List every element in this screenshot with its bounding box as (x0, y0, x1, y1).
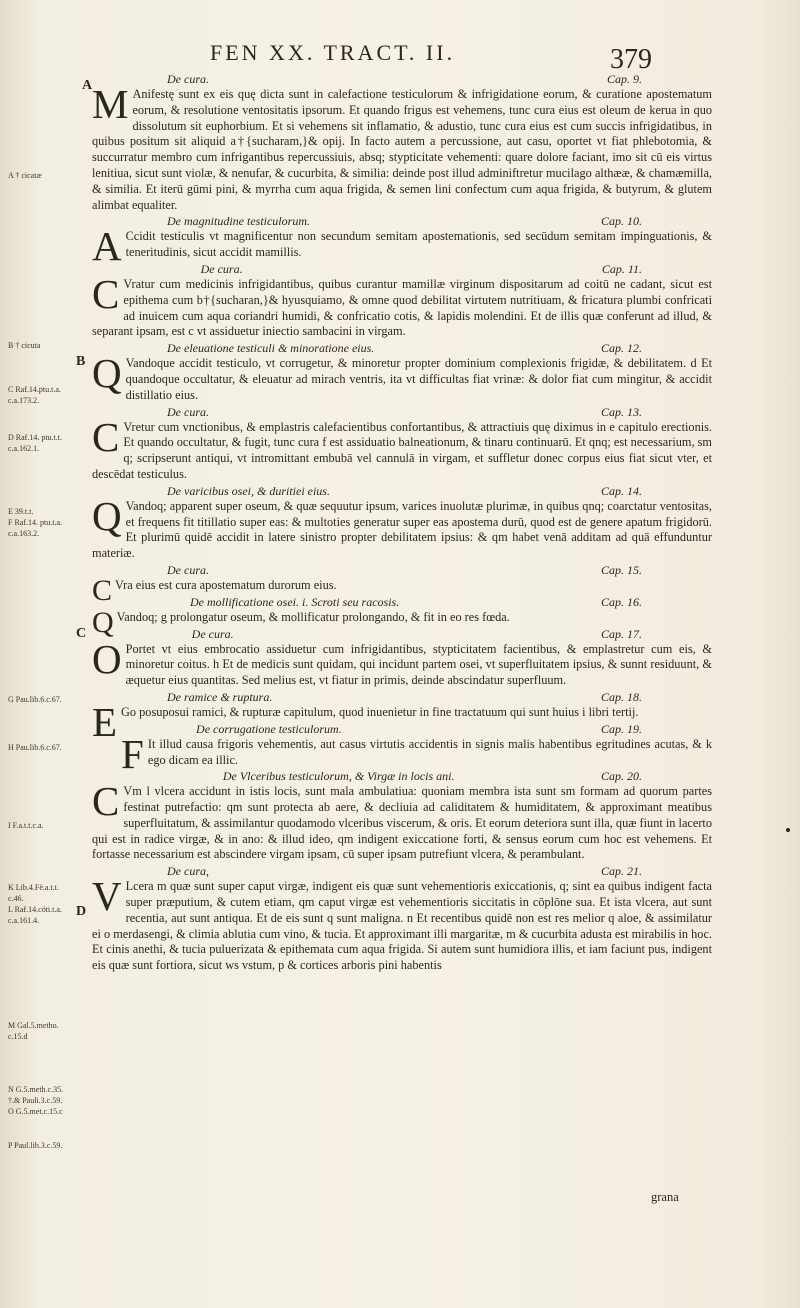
chapter-title: De cura. (200, 261, 243, 276)
drop-initial: O (92, 635, 122, 682)
chapter-number: Cap. 13. (600, 404, 642, 419)
chapter-paragraph (92, 873, 712, 974)
chapter-paragraph (92, 413, 712, 483)
drop-initial: C (92, 573, 113, 607)
chapter-heading (92, 341, 712, 356)
chapter-heading (126, 262, 712, 277)
section-marker-c: C (76, 626, 87, 641)
chapter-number: Cap. 14. (600, 483, 642, 498)
chapter-heading (115, 595, 712, 610)
drop-initial: C (92, 270, 120, 317)
drop-initial: C (92, 413, 120, 460)
chapter-number: Cap. 9. (606, 72, 642, 86)
margin-note: C Raf.14.ptu.t.a. c.a.173.2. (8, 385, 61, 405)
margin-note: I F.a.t.t.c.a. (8, 821, 44, 830)
chapter-paragraph (92, 778, 712, 863)
chapter-heading (121, 722, 712, 737)
chapter-number: Cap. 16. (600, 594, 642, 609)
paragraph-text: It illud causa frigoris vehementis, aut casus virtutis accidentis in signis malis habentibus egritudines acutas, & k ego dicam ea illic. (147, 736, 712, 767)
chapter-title: De cura. (167, 404, 209, 419)
paragraph-text: Anifestę sunt ex eis quę dicta sunt in calefactione testiculorum & infrigidatione eorum, & curatione apostematum eorum, & resolutione ventositatis ipsorum. Et quando frigus est vehemens, tunc cura eius est oleum de kerua in quo dissolutum sit euphorbium. Et si vehemens sit inflamatio, & adustio, tunc cura eius est cum succis infrigidatibus, in quibus positum sit aliquid a†{sucharam,}& opij. In facto autem a percussione, aut casu, oportet vt fiat phlebotomia, & succurratur membro cum infrigantibus repercussiuis, absq; stypticitate vehementi: quare dolore faciant, imo sit cū eis virtus lenitiua, sicut sunt violæ, & nenufar, & cucurbita, & similia: deinde post illud adminiftretur mucilago althææ, & chamæmilla, & similia. Et iterū gūmi pini, & myrrha cum aqua frigida, & semen lini confectum cum aqua frigida, & butyrum, & glutem alimbat equaliter. (92, 87, 712, 212)
paragraph-text: Vandoq; apparent super oseum, & quæ sequutur ipsum, varices inuolutæ plurimæ, in quibus qnq; coarctatur ventositas, et frequens fit titillatio super eas: & multoties generatur super eas apostema durū, quod est de genere apatum frigidorū. Et plurimū quidē accidit in latere sinistro propter debilitatem ipsius: & qm habet venā additam ad quā effunduntur materiæ. (92, 498, 712, 561)
margin-note: K Lib.4.Fë.a.t.t. c.46. L Raf.14.cöti.t.a. c.a.161.4. (8, 883, 62, 925)
chapter-paragraph (92, 81, 712, 213)
chapter-heading (92, 484, 712, 499)
margin-note: N G.5.meth.c.35. †.& Pauli.3.c.59. O G.5.met.c.15.c (8, 1085, 64, 1116)
paragraph-text: Vratur cum medicinis infrigidantibus, quibus curantur mamillæ virginum dispositarum ad coitū ne cadant, sicut est epithema cum b†{sucharan,}& hyusquiamo, & omne quod debilitat virtutem nutritiuam, & fricatura plumbi confricati ad inuicem cum aqua coriandri humidi, & confricatio cotis, & lapidis molendini. Et de illis quæ conferunt ad illud, & separant ipsam, est c vt assiduetur iniectio sambacini in virgam. (92, 276, 712, 339)
paragraph-text: Vandoq; g prolongatur oseum, & mollificatur prolongando, & fit in eo res fœda. (116, 609, 510, 624)
chapter-title: De cura. (167, 562, 209, 577)
drop-initial: V (92, 873, 122, 920)
chapter-title: De ramice & ruptura. (167, 689, 273, 704)
main-text-column (92, 72, 712, 975)
chapter-title: De varicibus osei, & duritiei eius. (167, 483, 330, 498)
chapter-paragraph (92, 635, 712, 689)
chapter-title: De cura. (167, 72, 209, 86)
chapter-number: Cap. 21. (600, 864, 642, 879)
margin-note: A † cicatæ (8, 171, 42, 180)
chapter-number: Cap. 19. (600, 721, 642, 736)
drop-initial: F (121, 730, 144, 777)
chapter-number: Cap. 10. (600, 214, 642, 229)
drop-initial: A (92, 223, 122, 270)
paragraph-text: Vretur cum vnctionibus, & emplastris calefacientibus confortantibus, & attractiuis quę diximus in e capitulo erectionis. Et quando occultatur, & fugit, tunc cura f est assiduatio balneationum, & tinaru continuarū. Et qnq; est necessarium, sm q; scripserunt antiqui, vt intromittant embubā vel cannulā in virgam, et suffletur donec corpus eius fiat sicut vter, et descēdat testiculus. (92, 419, 712, 481)
chapter-heading (92, 690, 712, 705)
chapter-heading (92, 563, 712, 578)
margin-note: P Paul.lib.3.c.59. (8, 1141, 63, 1150)
paragraph-text: Vm l vlcera accidunt in istis locis, sunt mala ambulatiua: quoniam membra ista sunt sm formam ad quorum partes festinat putrefactio: qm sunt protecta ab aere, & decliuia ad caliditatem & humiditatem, & approximant meatibus superfluitatum, & assimilantur quodamodo vlceribus viscerum, & oris. Et eorum deteriora sunt illa, quæ fiunt in lacerto qui est in radice virgæ, & in ano: & illud ideo, qm indigent exiccatione forti, & sensus eorum cum hoc est vehemens. Et fortasse necessarium est abscindere virgam ipsam, cū super ipsam putrefiunt vlcera, & perambulant. (92, 784, 712, 862)
chapter-title: De mollificatione osei. i. Scroti seu racosis. (190, 594, 400, 609)
chapter-paragraph (92, 350, 712, 403)
margin-note: H Pau.lib.6.c.67. (8, 743, 62, 752)
margin-note: E 39.t.t. F Raf.14. ptu.t.a. c.a.163.2. (8, 507, 62, 538)
chapter-heading (92, 405, 712, 420)
chapter-heading (117, 627, 712, 642)
chapter-number: Cap. 15. (600, 562, 642, 577)
chapter-title: De cura, (167, 864, 209, 879)
drop-initial: C (92, 778, 120, 825)
chapter-number: Cap. 12. (600, 341, 642, 356)
chapter-heading (148, 769, 712, 784)
drop-initial: E (92, 698, 118, 745)
margin-note: D Raf.14. ptu.t.t. c.a.162.1. (8, 433, 62, 453)
chapter-number: Cap. 17. (600, 626, 642, 641)
chapter-number: Cap. 18. (600, 689, 642, 704)
margin-note: G Pau.lib.6.c.67. (8, 695, 62, 704)
chapter-title: De Vlceribus testiculorum, & Virgæ in locis ani. (222, 769, 455, 784)
chapter-heading (92, 72, 712, 87)
catchword: grana (651, 1190, 679, 1204)
paragraph-text: Vandoque accidit testiculo, vt corrugetur, & minoretur propter dominium complexionis frigidæ, & debilitatem. d Et quandoque occultatur, & eleuatur ad mirach ventris, ita vt difficultas fiat vrinæ: & dolor fiat cum mingitur, & accidit distillatio eius. (125, 356, 712, 402)
section-marker-b: B (76, 354, 86, 369)
drop-initial: M (92, 81, 129, 127)
paragraph-text: Ccidit testiculis vt magnificentur non secundum semitam apostemationis, sed secūdum semitam impinguationis, & teneritudinis, sicut accidit mamillis. (125, 229, 712, 260)
paragraph-text: Go posuposui ramici, & rupturæ capitulum, quod inuenietur in fine tractatuum qui sunt huius i libri tertij. (121, 704, 639, 719)
chapter-heading (92, 214, 712, 229)
chapter-heading (92, 864, 712, 879)
chapter-paragraph (92, 492, 712, 562)
page-number: 379 (610, 44, 652, 75)
ink-dot (786, 828, 790, 832)
section-marker-a: A (82, 78, 93, 93)
chapter-title: De cura. (191, 626, 234, 641)
paragraph-text: Vra eius est cura apostematum durorum eius. (115, 577, 337, 592)
chapter-title: De magnitudine testiculorum. (167, 214, 310, 229)
paragraph-text: Lcera m quæ sunt super caput virgæ, indigent eis quæ sunt vehementioris exiccationis, q; sint ea quibus indigent facta super præputium, & cutem etiam, qm caput virgæ est vehementioris siccitatis in cōplōne sua. Et ista vlcera, aut sunt recentia, aut sunt antiqua. Et de eis sunt q sunt maligna. n Et recentibus quidē non est res melior q aloe, & assimilatur ei o merdasengi, & climia ablutia cum vino, & tucia. Et approximant illi margaritæ, m & cucurbita adusta est mirabilis in hoc. Et cinis anethi, & tucia puluerizata & epithemata cum aqua frigida. Si autem sunt humidiora illis, et iam faciunt pus, indigent eis quæ sunt fortiora, sicut ws vstum, p & cortices arboris pini habentis (92, 879, 712, 973)
chapter-paragraph (92, 270, 712, 340)
chapter-title: De corrugatione testiculorum. (196, 721, 342, 736)
running-header: FEN XX. TRACT. II. (210, 40, 456, 65)
chapter-title: De eleuatione testiculi & minoratione eius. (167, 341, 375, 356)
paragraph-text: Portet vt eius embrocatio assiduetur cum infrigidantibus, stypticitatem facientibus, & emplastretur cum eis, & minoretur coitus. h Et de medicis sunt quidam, qui incidunt partem osei, vt superfluitatem ipsius, & sunnt residuunt, & æquetur eius quantitas. Sed melius est, vt fiatur in primis, deinde abscindatur superfluum. (125, 641, 712, 688)
drop-initial: Q (92, 492, 122, 539)
margin-note: B † cicuta (8, 341, 41, 350)
drop-initial: Q (92, 605, 114, 639)
drop-initial: Q (92, 350, 122, 397)
section-marker-d: D (76, 904, 87, 919)
chapter-number: Cap. 11. (601, 261, 642, 276)
margin-note: M Gal.5.metho. c.15.d (8, 1021, 59, 1041)
chapter-number: Cap. 20. (600, 769, 642, 784)
